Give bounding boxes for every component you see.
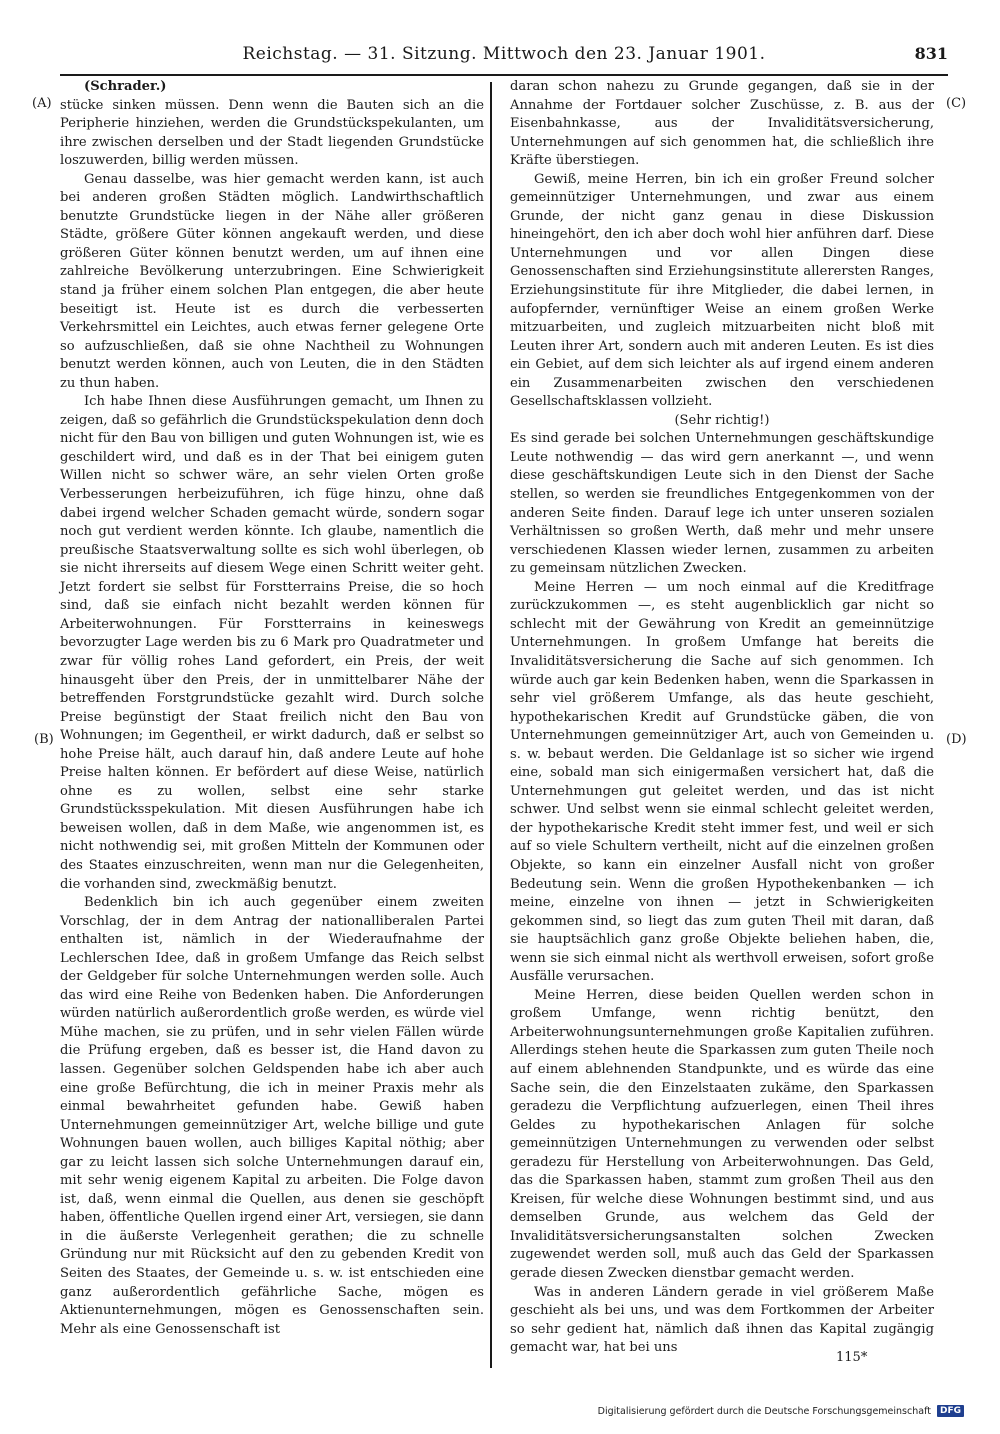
paragraph: Was in anderen Ländern gerade in viel größerem Maße geschieht als bei uns, und was dem Fortkommen der Arbeiter so sehr gedient hat, nämlich daß ihnen das Kapital zugängig gemacht war, hat bei uns <box>510 1284 934 1356</box>
dfg-logo-icon: DFG <box>937 1405 964 1417</box>
page-number: 831 <box>914 44 948 63</box>
paragraph: daran schon nahezu zu Grunde gegangen, daß sie in der Annahme der Fortdauer solcher Zuschüsse, z. B. aus der Eisenbahnkasse, aus der Invaliditätsversicherung, Unternehmungen auf sich genommen hat, die schließlich ihre Kräfte überstiegen. <box>510 79 934 169</box>
paragraph: Meine Herren, diese beiden Quellen werden schon in großem Umfange, wenn richtig benützt, den Arbeiterwohnungsunternehmungen große Kapitalien zuführen. Allerdings stehen heute die Sparkassen zum guten Theile noch auf einem ablehnenden Standpunkte, und es würde das eine Sache sein, die den Einzelstaaten zukäme, den Sparkassen geradezu die Verpflichtung aufzuerlegen, einen Theil ihres Geldes zu hypothekarischen Anlagen für solche gemeinnützigen Unternehmungen zu verwenden oder selbst geradezu für Herstellung von Arbeiterwohnungen. Das Geld, das die Sparkassen haben, stammt zum großen Theil aus den Kreisen, für welche diese Wohnungen bestimmt sind, und aus demselben Grunde, aus welchem das Geld der Invaliditätsversicherungsanstalten solchen Zwecken zugewendet werden soll, muß auch das Geld der Sparkassen gerade diesen Zwecken dienstbar gemacht werden. <box>510 987 934 1281</box>
right-column <box>510 78 934 1358</box>
paragraph: Gewiß, meine Herren, bin ich ein großer Freund solcher gemeinnütziger Unternehmungen, und zwar aus einem Grunde, der nicht ganz genau in diese Diskussion hineingehört, den ich aber doch wohl hier anführen darf. Diese Unternehmungen und vor allen Dingen diese Genossenschaften sind Erziehungsinstitute allerersten Ranges, Erziehungsinstitute für ihre Mitglieder, die dabei lernen, in aufopfernder, vernünftiger Weise an einem großen Werke mitzuarbeiten, und zugleich mitzuarbeiten nicht bloß mit Leuten ihrer Art, sondern auch mit anderen Leuten. Es ist dies ein Gebiet, auf dem sich leichter als auf irgend einem anderen ein Zusammenarbeiten zwischen den verschiedenen Gesellschaftsklassen vollzieht. <box>510 171 934 410</box>
paragraph: stücke sinken müssen. Denn wenn die Bauten sich an die Peripherie hinziehen, werden die Grundstückspekulanten, um ihre zwischen derselben und der Stadt liegenden Grundstücke loszuwerden, billig werden müssen. <box>60 97 484 169</box>
margin-marker-c: (C) <box>946 96 967 111</box>
digitization-credit <box>598 1402 964 1420</box>
margin-marker-b: (B) <box>34 732 54 747</box>
paragraph: Bedenklich bin ich auch gegenüber einem zweiten Vorschlag, der in dem Antrag der nationalliberalen Partei enthalten ist, nämlich in der Wiederaufnahme der Lechlerschen Idee, daß in großem Umfange das Reich selbst der Geldgeber für solche Unternehmungen werden solle. Auch das wird eine Reihe von Bedenken haben. Die Anforderungen würden natürlich außerordentlich große werden, es würde viel Mühe machen, sie zu prüfen, und in sehr vielen Fällen würde die Prüfung ergeben, daß es besser ist, die Hand davon zu lassen. Gegenüber solchen Geldspenden habe ich aber auch eine große Befürchtung, die ich in meiner Praxis mehr als einmal bewahrheitet gefunden habe. Gewiß haben Unternehmungen gemeinnütziger Art, welche billige und gute Wohnungen bauen wollen, auch billiges Kapital nöthig; aber gar zu leicht lassen sich solche Unternehmungen darauf ein, mit sehr wenig eigenem Kapital zu arbeiten. Die Folge davon ist, daß, wenn einmal die Quellen, aus denen sie geschöpft haben, öffentliche Quellen irgend einer Art, versiegen, sie dann in die äußerste Verlegenheit gerathen; die zu schnelle Gründung nur mit Rücksicht auf den zu gebenden Kredit von Seiten des Staates, der Gemeinde u. s. w. ist entschieden eine ganz außerordentlich gefährliche Sache, mögen es Aktienunternehmungen, mögen es Genossenschaften sein. Mehr als eine Genossenschaft ist <box>60 895 484 1337</box>
interjection: (Sehr richtig!) <box>674 412 770 428</box>
paragraph: Meine Herren — um noch einmal auf die Kreditfrage zurückzukommen —, es steht augenblicklich gar nicht so schlecht mit der Gewährung von Kredit an gemeinnützige Unternehmungen. In großem Umfange hat bereits die Invaliditätsversicherung die Sache auf sich genommen. Ich würde auch gar kein Bedenken haben, wenn die Sparkassen in sehr viel größerem Umfange, als das heute geschieht, hypothekarischen Kredit auf Grundstücke gäben, die von Unternehmungen gemeinnütziger Art, auch von Gemeinden u. s. w. bebaut werden. Die Geldanlage ist so sicher wie irgend eine, sobald man sich einigermaßen versichert hat, daß die Unternehmungen gut geleitet werden, und das ist nicht schwer. Und selbst wenn sie einmal schlecht geleitet werden, der hypothekarische Kredit steht immer fest, und weil er sich auf so viele Schultern vertheilt, nicht auf die einzelnen großen Objekte, so kann ein einzelner Ausfall nicht von großer Bedeutung sein. Wenn die großen Hypothekenbanken — ich meine, einzelne von ihnen — jetzt in Schwierigkeiten gekommen sind, so liegt das zum guten Theil mit daran, daß sie hauptsächlich ganz große Objekte beliehen haben, die, wenn sie sich einmal nicht als werthvoll erweisen, sofort große Ausfälle verursachen. <box>510 579 934 985</box>
page-title: Reichstag. — 31. Sitzung. Mittwoch den 23. Januar 1901. <box>242 44 766 64</box>
margin-marker-d: (D) <box>946 732 967 747</box>
paragraph: Es sind gerade bei solchen Unternehmungen geschäftskundige Leute nothwendig — das wird gern anerkannt —, und wenn diese geschäftskundigen Leute sich in den Dienst der Sache stellen, so werden sie freundliches Entgegenkommen von der anderen Seite finden. Darauf lege ich unter unseren sozialen Verhältnissen so großen Werth, daß mehr und mehr unsere verschiedenen Klassen wieder lernen, zusammen zu arbeiten zu gemeinsam nützlichen Zwecken. <box>510 431 934 577</box>
margin-marker-a: (A) <box>32 96 52 111</box>
printer-signature: 115* <box>836 1350 868 1365</box>
column-divider <box>490 82 492 1368</box>
page-header <box>60 40 948 76</box>
credit-text: Digitalisierung gefördert durch die Deutsche Forschungsgemeinschaft <box>597 1405 931 1417</box>
paragraph: Genau dasselbe, was hier gemacht werden kann, ist auch bei anderen großen Städten möglich. Landwirthschaftlich benutzte Grundstücke liegen in der Nähe aller größeren Städte, größere Güter können angekauft werden, und diese größeren Güter können benutzt werden, um auf ihnen eine zahlreiche Bevölkerung unterzubringen. Eine Schwierigkeit stand ja früher einem solchen Plan entgegen, die aber heute beseitigt ist. Heute ist es durch die verbesserten Verkehrsmittel ein Leichtes, auch etwas ferner gelegene Orte so aufzuschließen, daß sie ohne Nachtheil zu Wohnungen benutzt werden können, auch von Leuten, die in den Städten zu thun haben. <box>60 171 484 391</box>
speaker-name: (Schrader.) <box>84 79 167 94</box>
paragraph: Ich habe Ihnen diese Ausführungen gemacht, um Ihnen zu zeigen, daß so gefährlich die Grundstückspekulation denn doch nicht für den Bau von billigen und guten Wohnungen ist, wie es geschildert wird, und daß es in der That bei einigem guten Willen nicht so schwer wäre, an sehr vielen Orten große Verbesserungen herbeizuführen, ich füge hinzu, ohne daß dabei irgend welcher Schaden gemacht würde, sondern sogar noch gut verdient werden könnte. Ich glaube, namentlich die preußische Staatsverwaltung sollte es sich wohl überlegen, ob sie nicht ihrerseits auf diesem Wege einen Schritt weiter geht. Jetzt fordert sie selbst für Forstterrains Preise, die so hoch sind, daß sie einfach nicht bezahlt werden können für Arbeiterwohnungen. Für Forstterrains in keineswegs bevorzugter Lage werden bis zu 6 Mark pro Quadratmeter und zwar für völlig rohes Land gefordert, ein Preis, der weit hinausgeht über den Preis, der in unmittelbarer Nähe der betreffenden Forstgrundstücke gezahlt wird. Durch solche Preise begünstigt der Staat freilich nicht den Bau von Wohnungen; im Gegentheil, er wirkt dadurch, daß er selbst so hohe Preise hält, auch darauf hin, daß andere Leute auf hohe Preise halten können. Er befördert auf diese Weise, natürlich ohne es zu wollen, selbst eine sehr starke Grundstücksspekulation. Mit diesen Ausführungen habe ich beweisen wollen, daß in dem Maße, wie angenommen ist, es nicht nothwendig sei, mit großen Mitteln der Kommunen oder des Staates einzuschreiten, wenn man nur die Gelegenheiten, die vorhanden sind, zweckmäßig benutzt. <box>60 394 484 892</box>
left-column <box>60 78 484 1339</box>
